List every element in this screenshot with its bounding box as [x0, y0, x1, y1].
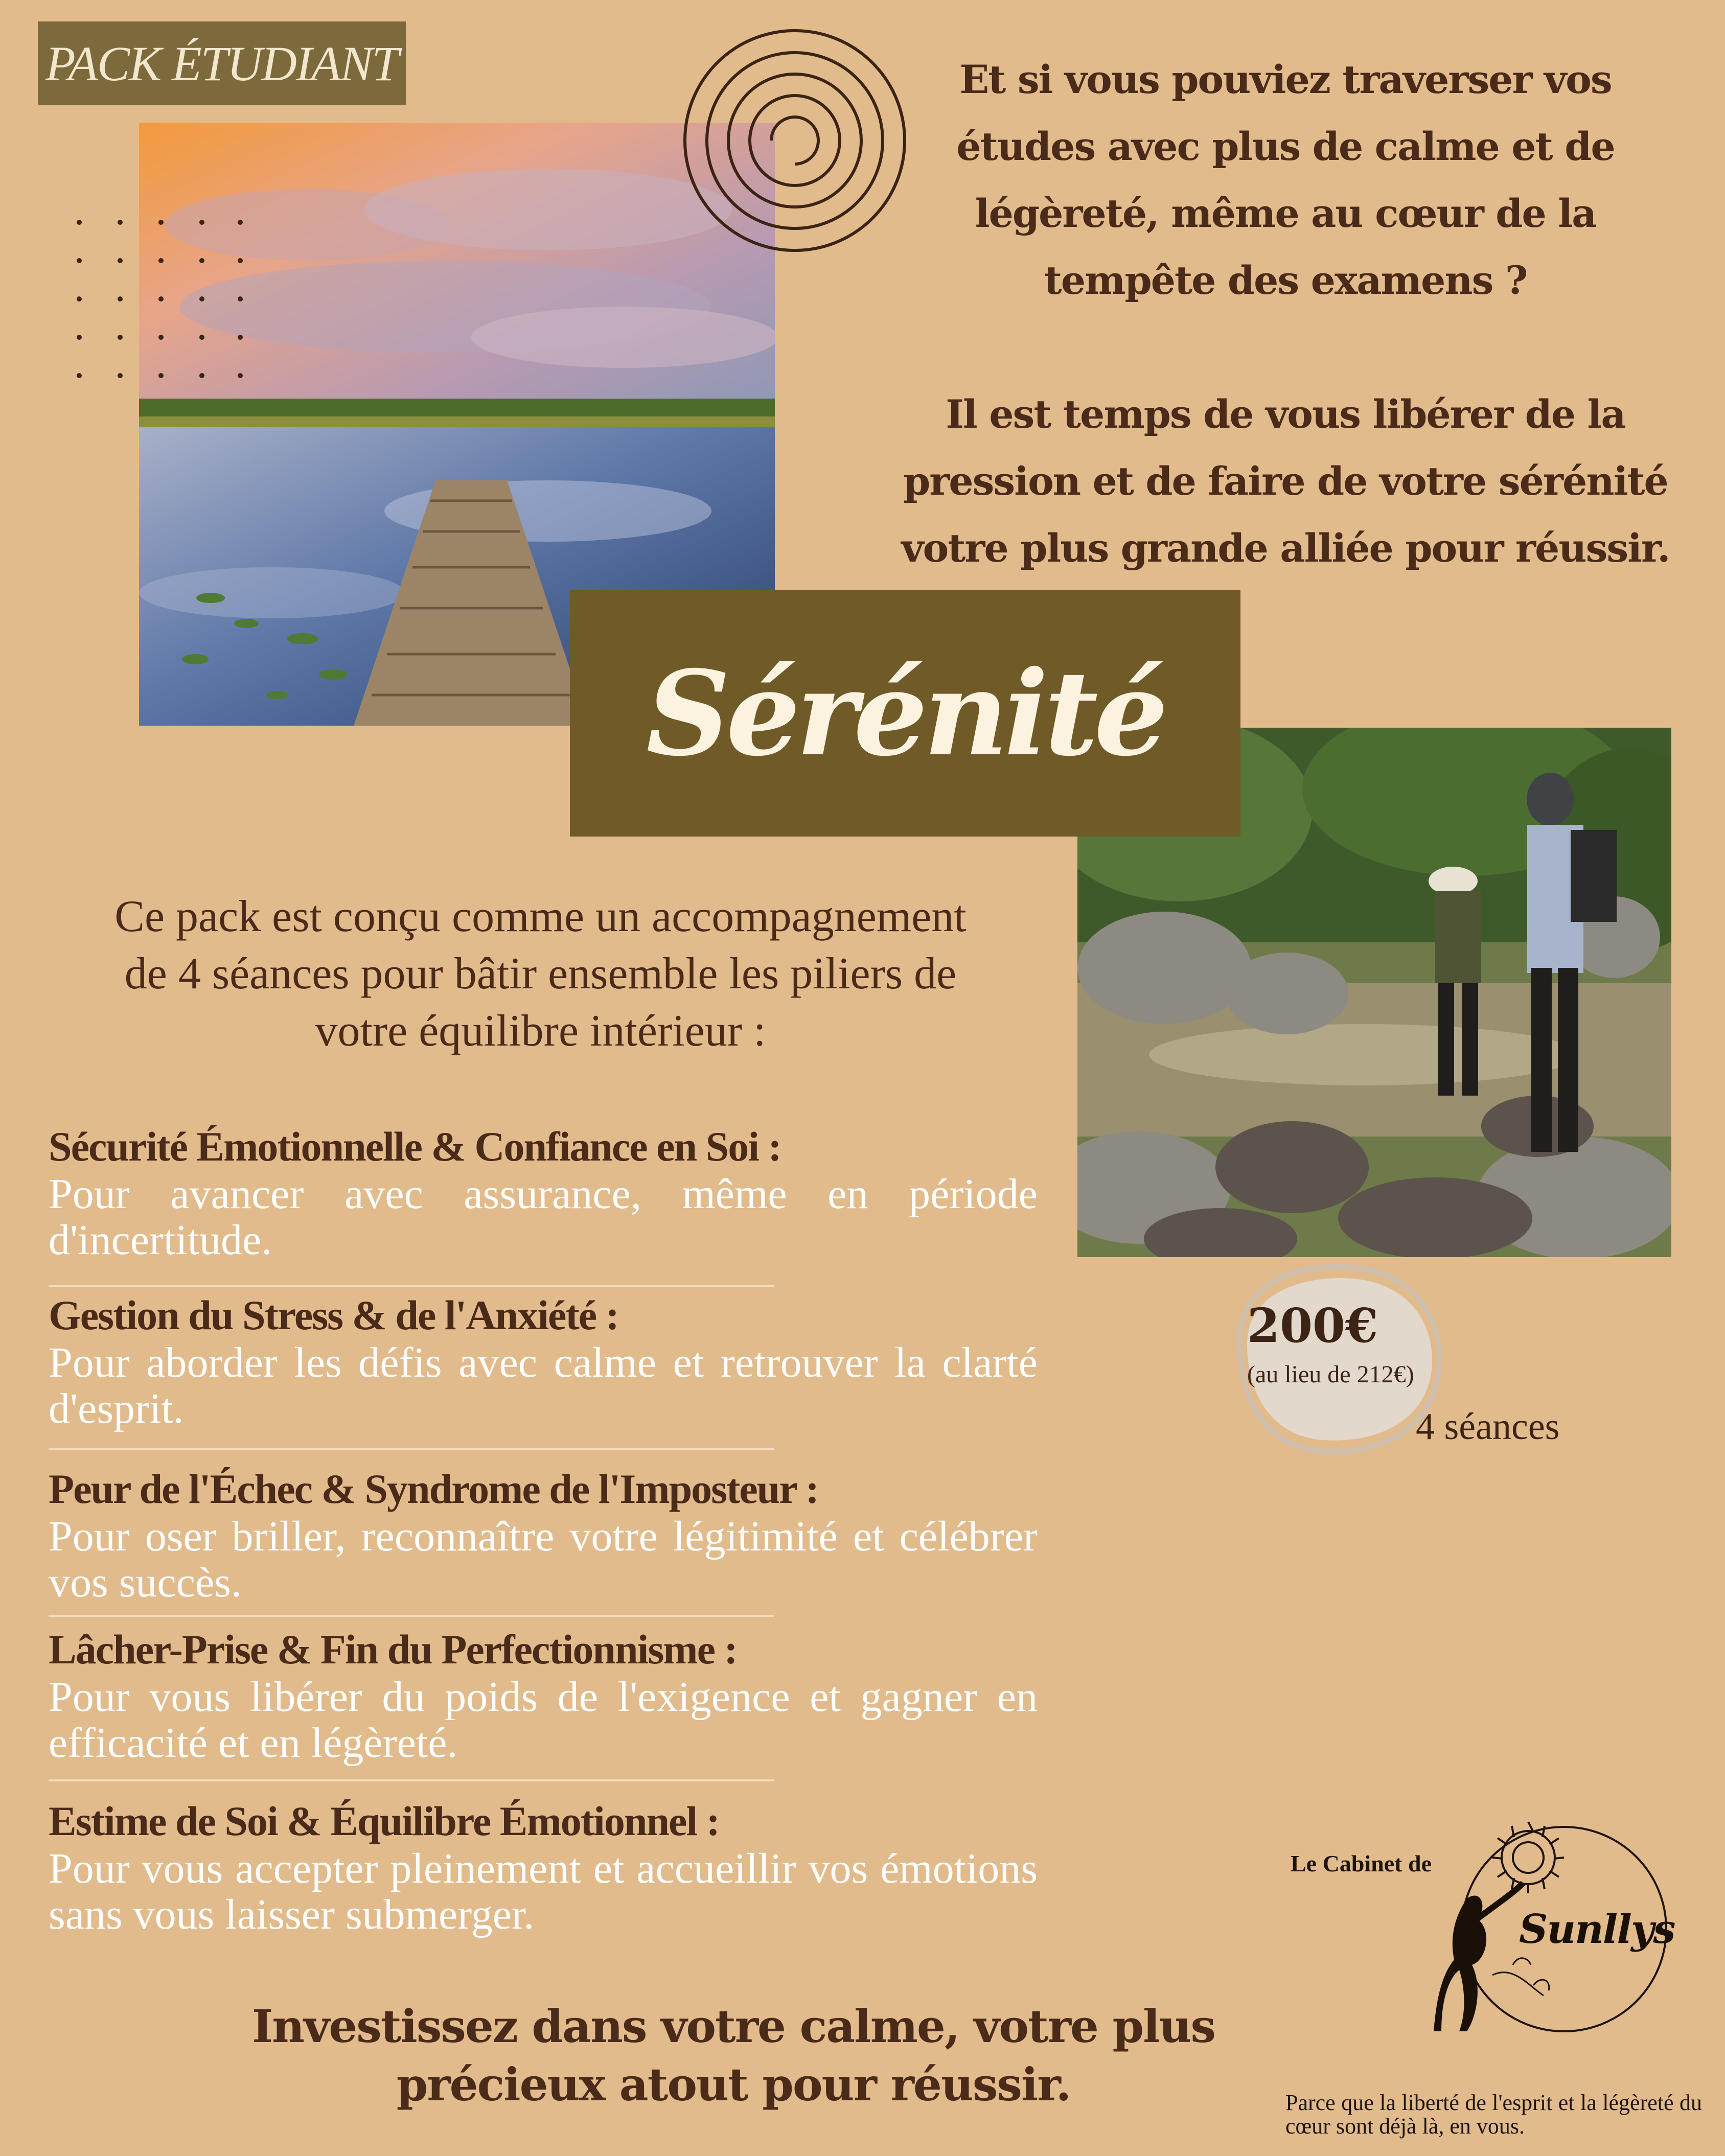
divider — [49, 1615, 774, 1617]
logo-name: Sunllys — [1519, 1906, 1675, 1953]
pillar-item — [49, 1797, 1038, 1938]
pillar-text: Pour aborder les défis avec calme et retrouver la clarté d'esprit. — [49, 1339, 1038, 1432]
pack-description — [31, 888, 1050, 1060]
closing-message — [215, 1997, 1252, 2114]
pillar-title: Estime de Soi & Équilibre Émotionnel : — [49, 1798, 720, 1844]
spiral-icon — [680, 26, 910, 256]
pillar-item — [49, 1122, 1038, 1263]
logo-prefix: Le Cabinet de — [1291, 1850, 1432, 1876]
pack-tag-label: PACK ÉTUDIANT — [45, 36, 398, 91]
divider — [49, 1779, 774, 1781]
pillar-title: Sécurité Émotionnelle & Confiance en Soi : — [49, 1123, 781, 1170]
pillar-item — [49, 1465, 1038, 1606]
banner-title: Sérénité — [646, 645, 1164, 782]
pillar-text: Pour avancer avec assurance, même en période d'incertitude. — [49, 1170, 1038, 1264]
pillar-title: Gestion du Stress & de l'Anxiété : — [49, 1292, 618, 1338]
divider — [49, 1285, 774, 1287]
price-original: (au lieu de 212€) — [1247, 1361, 1414, 1388]
pillar-text: Pour vous libérer du poids de l'exigence et gagner en efficacité et en légèreté. — [49, 1673, 1038, 1767]
pillar-item — [49, 1291, 1038, 1432]
closing-line: précieux atout pour réussir. — [396, 2058, 1071, 2111]
pillar-text: Pour oser briller, reconnaître votre légitimité et célébrer vos succès. — [49, 1513, 1038, 1606]
divider — [49, 1448, 774, 1450]
description-line: de 4 séances pour bâtir ensemble les piliers de — [124, 949, 957, 999]
price-amount: 200€ — [1247, 1298, 1378, 1353]
price-sessions: 4 séances — [1416, 1406, 1560, 1448]
logo-tagline: Parce que la liberté de l'esprit et la légèreté du cœur sont déjà là, en vous. — [1285, 2090, 1702, 2139]
pillar-title: Lâcher-Prise & Fin du Perfectionnisme : — [49, 1626, 737, 1673]
intro-question: Et si vous pouviez traverser vos études avec plus de calme et de légèreté, même au cœur de la tempête des examens ? — [956, 57, 1615, 303]
closing-line: Investissez dans votre calme, votre plus — [251, 2000, 1215, 2053]
pillar-text: Pour vous accepter pleinement et accueillir vos émotions sans vous laisser submerger. — [49, 1845, 1038, 1938]
pack-tag — [38, 21, 406, 105]
decorative-dot-grid — [77, 220, 245, 383]
description-line: Ce pack est conçu comme un accompagnement — [114, 892, 967, 941]
pillar-title: Peur de l'Échec & Syndrome de l'Imposteur : — [49, 1466, 819, 1512]
intro-text — [889, 46, 1682, 582]
description-line: votre équilibre intérieur : — [315, 1006, 766, 1056]
intro-statement: Il est temps de vous libérer de la pression et de faire de votre sérénité votre plus grande alliée pour réussir. — [901, 391, 1670, 571]
pillar-item — [49, 1625, 1038, 1766]
serenite-banner — [570, 590, 1240, 837]
